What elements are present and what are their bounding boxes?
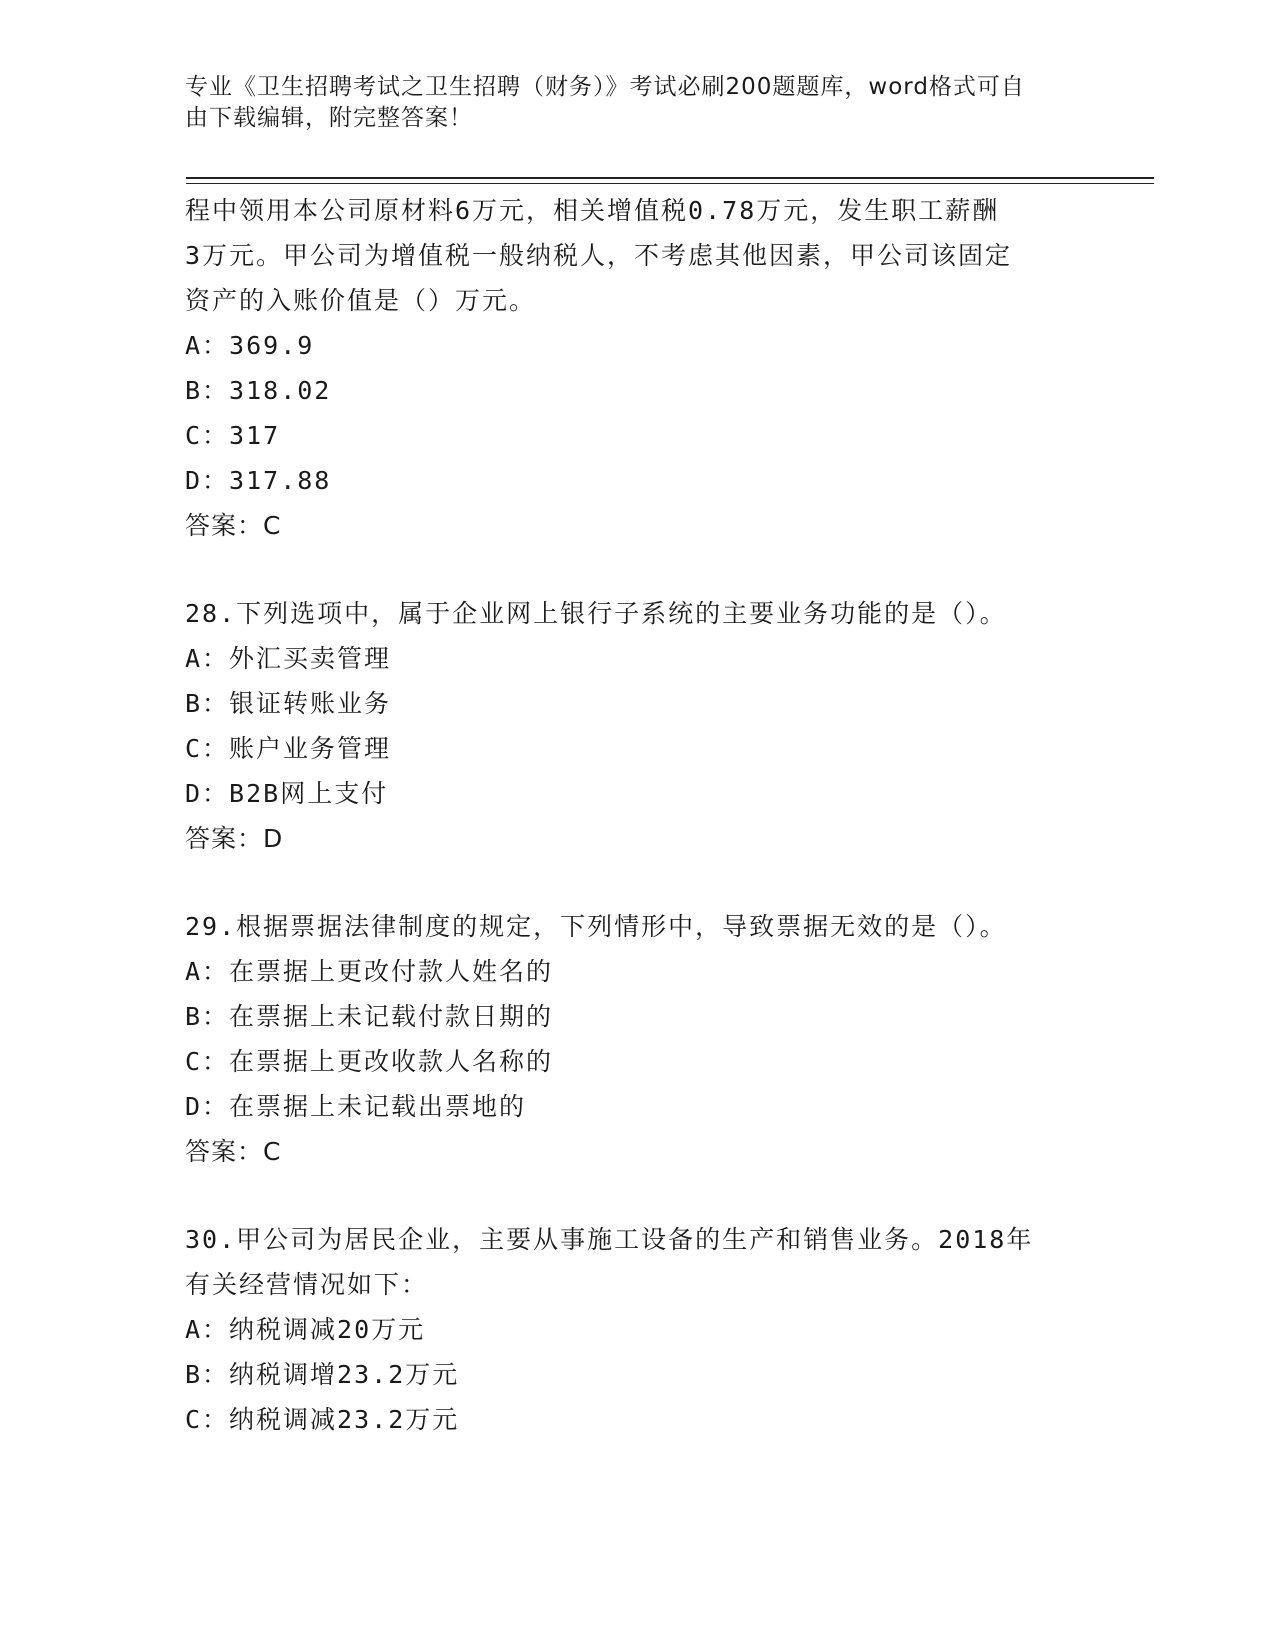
question-stem-line: 程中领用本公司原材料6万元，相关增值税0.78万元，发生职工薪酬 xyxy=(185,196,1000,225)
option-a: A：369.9 xyxy=(185,331,315,360)
option-d: D：在票据上未记载出票地的 xyxy=(185,1092,527,1121)
option-b: B：纳税调增23.2万元 xyxy=(185,1360,460,1389)
option-d: D：317.88 xyxy=(185,466,332,495)
question-stem-line: 30.甲公司为居民企业，主要从事施工设备的生产和销售业务。2018年 xyxy=(185,1225,1034,1254)
option-c: C：317 xyxy=(185,421,281,450)
question-block xyxy=(185,904,1085,1174)
spacer xyxy=(185,548,1085,591)
question-stem-line: 28.下列选项中，属于企业网上银行子系统的主要业务功能的是（）。 xyxy=(185,599,1007,628)
option-a: A：外汇买卖管理 xyxy=(185,644,392,673)
option-c: C：在票据上更改收款人名称的 xyxy=(185,1047,554,1076)
answer-label: 答案：C xyxy=(185,1137,282,1166)
question-block xyxy=(185,188,1085,548)
option-c: C：纳税调减23.2万元 xyxy=(185,1405,460,1434)
spacer xyxy=(185,861,1085,904)
question-block xyxy=(185,1217,1085,1442)
question-list xyxy=(185,188,1085,1442)
question-stem-line: 29.根据票据法律制度的规定，下列情形中，导致票据无效的是（）。 xyxy=(185,912,1007,941)
question-stem-line: 3万元。甲公司为增值税一般纳税人，不考虑其他因素，甲公司该固定 xyxy=(185,241,1013,270)
spacer xyxy=(185,1174,1085,1217)
option-d: D：B2B网上支付 xyxy=(185,779,389,808)
answer-label: 答案：D xyxy=(185,824,284,853)
header-rule-thick xyxy=(186,177,1154,179)
option-b: B：银证转账业务 xyxy=(185,689,392,718)
question-block xyxy=(185,591,1085,861)
question-stem-line: 资产的入账价值是（）万元。 xyxy=(185,286,537,315)
option-b: B：在票据上未记载付款日期的 xyxy=(185,1002,554,1031)
page-header: 专业《卫生招聘考试之卫生招聘（财务）》考试必刷200题题库，word格式可自 由下载编辑，附完整答案！ xyxy=(185,74,1025,131)
answer-label: 答案：C xyxy=(185,511,282,540)
option-a: A：纳税调减20万元 xyxy=(185,1315,426,1344)
question-stem-line: 有关经营情况如下： xyxy=(185,1270,429,1299)
option-a: A：在票据上更改付款人姓名的 xyxy=(185,957,554,986)
option-c: C：账户业务管理 xyxy=(185,734,392,763)
option-b: B：318.02 xyxy=(185,376,332,405)
header-rule-thin xyxy=(186,183,1154,184)
